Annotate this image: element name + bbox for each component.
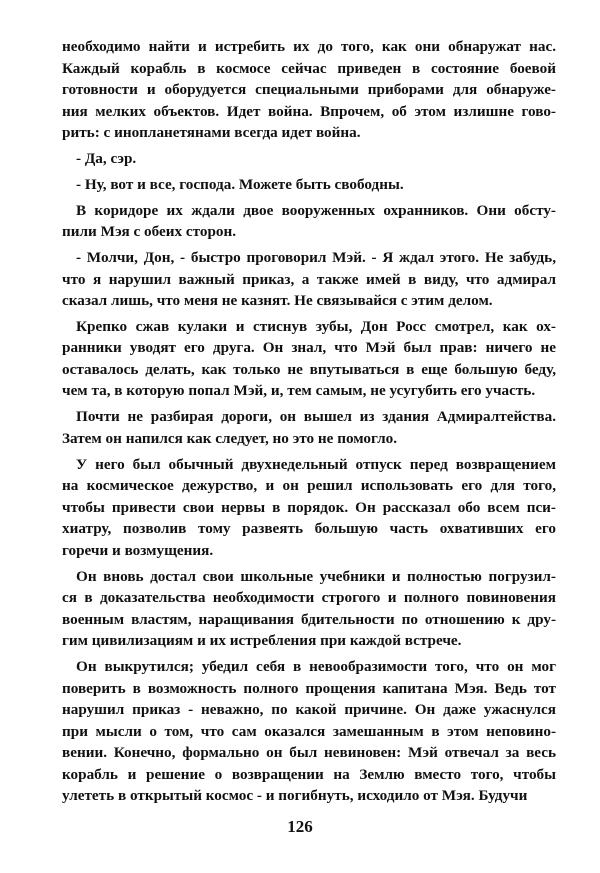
- text-line: Почти не разбирая дороги, он вышел из здания Адмиралтейства.: [76, 408, 556, 426]
- text-line: военным властям, наращивания бдительности по отношению к дру-: [62, 610, 556, 628]
- text-line: - Ну, вот и все, господа. Можете быть свободны.: [76, 175, 404, 193]
- text-line: Крепко сжав кулаки и стиснув зубы, Дон Росс смотрел, как ох-: [76, 317, 556, 335]
- text-line: улететь в открытый космос - и погибнуть, исходило от Мэя. Будучи: [62, 787, 528, 805]
- text-line: вении. Конечно, формально он был невиновен: Мэй отвечал за весь: [62, 744, 556, 762]
- text-line: Каждый корабль в космосе сейчас приведен в состояние боевой: [62, 59, 556, 77]
- text-line: пили Мэя с обеих сторон.: [62, 223, 237, 241]
- text-line: гим цивилизациям и их истребления при каждой встрече.: [62, 632, 462, 650]
- paragraph: [62, 454, 556, 562]
- paragraph: [62, 566, 556, 652]
- text-line: горечи и возмущения.: [62, 541, 214, 559]
- text-line: ранники уводят его друга. Он знал, что Мэй был прав: ничего не: [62, 339, 556, 357]
- text-line: необходимо найти и истребить их до того, как они обнаружат нас.: [62, 38, 556, 55]
- text-line: что я нарушил важный приказ, а также имей в виду, что адмирал: [62, 270, 556, 288]
- text-line: нарушил приказ - неважно, по какой причине. Он даже ужаснулся: [62, 701, 556, 719]
- text-line: при мысли о том, что сам оказался замешанным в этом неповино-: [62, 722, 556, 740]
- text-line: - Да, сэр.: [76, 149, 137, 167]
- page-number: 126: [287, 817, 313, 836]
- text-line: Он выкрутился; убедил себя в невообразимости того, что он мог: [76, 658, 556, 676]
- paragraph: [62, 406, 556, 449]
- paragraph: [62, 174, 556, 196]
- text-line: корабль и решение о возвращении на Землю вместо того, чтобы: [62, 765, 556, 783]
- text-line: готовности и оборудуется специальными приборами для обнаруже-: [62, 81, 556, 98]
- text-line: ния мелких объектов. Идет война. Впрочем, об этом излишне гово-: [62, 102, 556, 120]
- text-line: на космическое дежурство, и он решил использовать его для того,: [62, 477, 556, 495]
- text-line: В коридоре их ждали двое вооруженных охранников. Они обсту-: [76, 201, 556, 219]
- paragraph: [62, 656, 556, 807]
- text-line: рить: с инопланетянами всегда идет война.: [62, 124, 361, 141]
- text-line: Он вновь достал свои школьные учебники и полностью погрузил-: [76, 567, 556, 585]
- text-line: оставалось делать, как только не впутываться в еще большую беду,: [62, 360, 556, 378]
- paragraph: [62, 36, 556, 144]
- text-line: сказал лишь, что меня не казнят. Не связывайся с этим делом.: [62, 292, 493, 310]
- text-line: хиатру, позволив тому развеять большую часть охвативших его: [62, 520, 556, 538]
- text-line: Затем он напился как следует, но это не помогло.: [62, 429, 398, 447]
- book-page-text: [62, 36, 556, 807]
- text-line: чтобы привести свои нервы в порядок. Он рассказал обо всем пси-: [62, 498, 556, 516]
- text-line: чем та, в которую попал Мэй, и, тем самым, не усугубить его участь.: [62, 382, 536, 400]
- text-line: поверить в возможность полного прощения капитана Мэя. Ведь тот: [62, 679, 556, 697]
- text-line: - Молчи, Дон, - быстро проговорил Мэй. - Я ждал этого. Не забудь,: [76, 249, 556, 267]
- paragraph: [62, 247, 556, 312]
- text-line: ся в доказательства необходимости строгого и полного повиновения: [62, 589, 556, 607]
- text-line: У него был обычный двухнедельный отпуск перед возвращением: [76, 455, 556, 473]
- paragraph: [62, 200, 556, 243]
- paragraph: [62, 148, 556, 170]
- paragraph: [62, 316, 556, 402]
